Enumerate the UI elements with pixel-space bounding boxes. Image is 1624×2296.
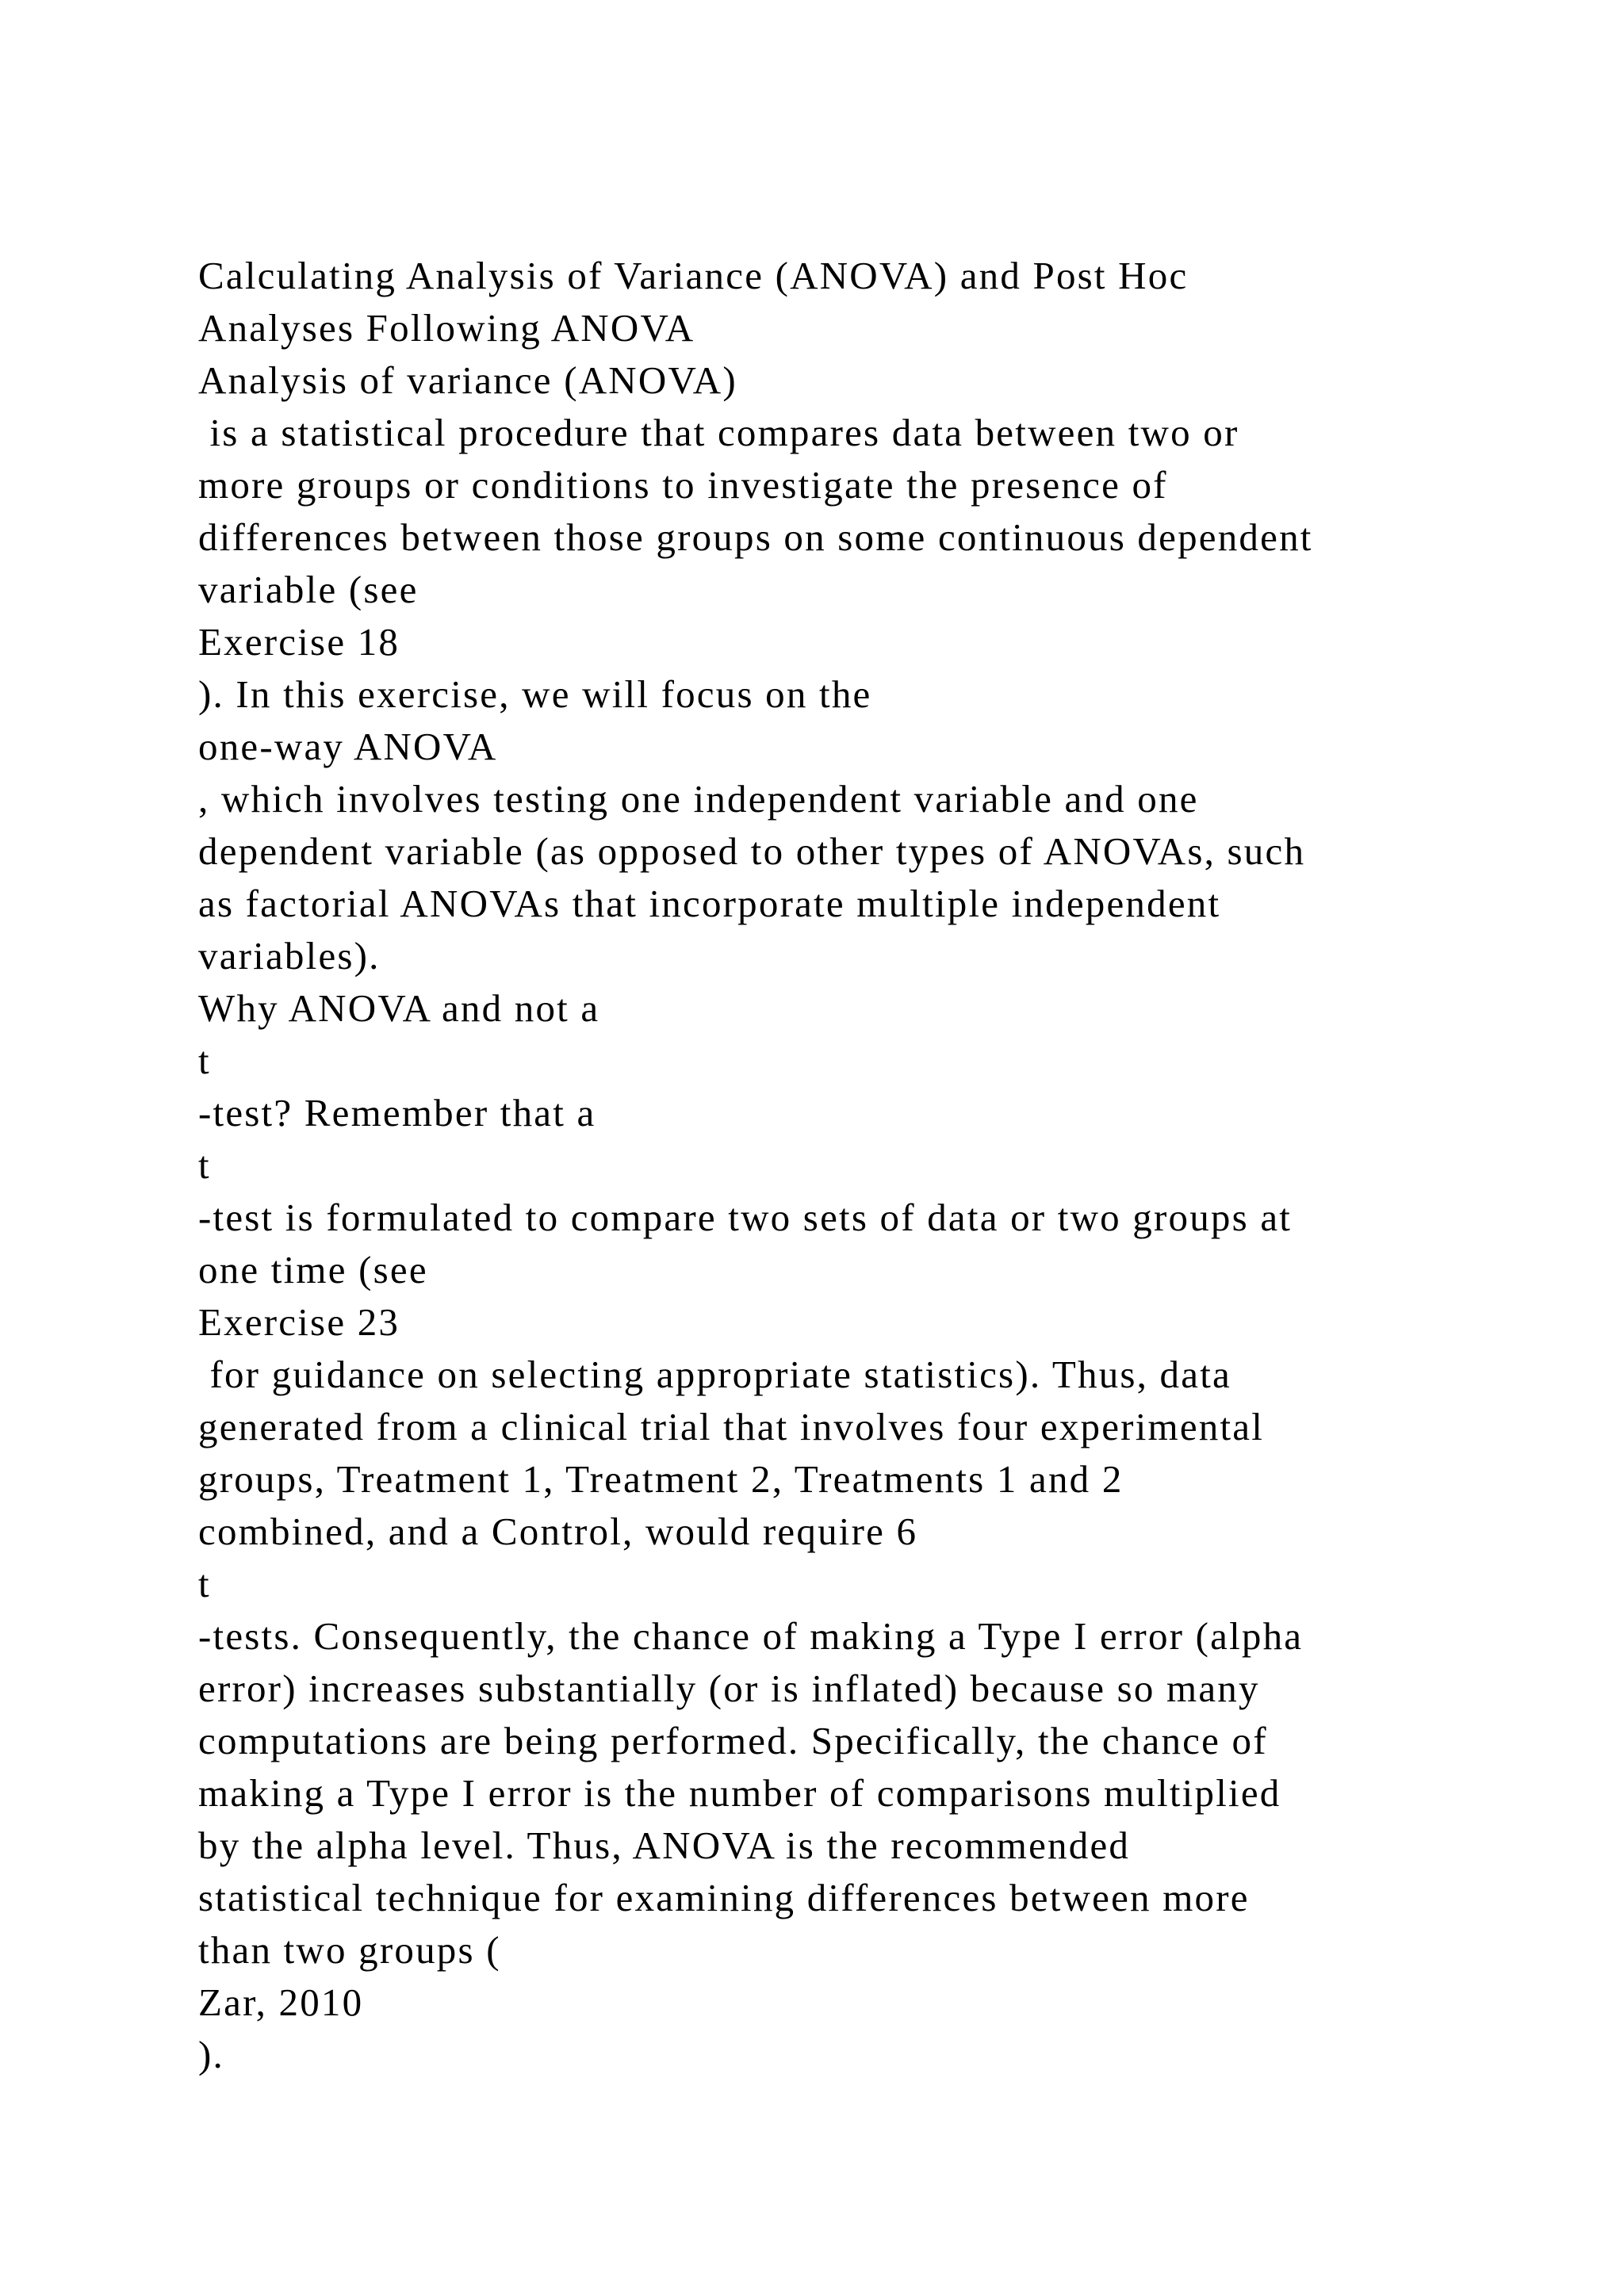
text-line: Analysis of variance (ANOVA) [198,358,737,402]
text-line: error) increases substantially (or is inflated) because so many [198,1667,1260,1710]
text-line: ). [198,2033,224,2076]
text-line: ). In this exercise, we will focus on the [198,672,872,716]
text-line: variable (see [198,568,419,611]
title-line-1: Calculating Analysis of Variance (ANOVA) and Post Hoc [198,254,1189,297]
text-line: Why ANOVA and not a [198,986,600,1030]
text-line: making a Type I error is the number of comparisons multiplied [198,1771,1281,1815]
text-line: t [198,1143,211,1187]
text-line: combined, and a Control, would require 6 [198,1510,918,1553]
text-line: t [198,1562,211,1605]
text-line: than two groups ( [198,1928,501,1972]
document-body [198,250,1515,2081]
text-line: is a statistical procedure that compares data between two or [198,411,1239,454]
text-line: differences between those groups on some continuous dependent [198,515,1313,559]
text-line: one-way ANOVA [198,725,498,768]
text-line: -tests. Consequently, the chance of making a Type I error (alpha [198,1614,1304,1658]
text-line: variables). [198,934,381,978]
text-line: for guidance on selecting appropriate statistics). Thus, data [198,1353,1231,1396]
text-line: dependent variable (as opposed to other types of ANOVAs, such [198,829,1306,873]
text-line: more groups or conditions to investigate the presence of [198,463,1168,507]
text-line: , which involves testing one independent variable and one [198,777,1199,821]
title-line-2: Analyses Following ANOVA [198,306,695,350]
text-line: -test? Remember that a [198,1091,596,1135]
text-line: computations are being performed. Specifically, the chance of [198,1719,1268,1762]
text-line: -test is formulated to compare two sets of data or two groups at [198,1196,1293,1239]
citation-link[interactable]: Zar, 2010 [198,1980,364,2024]
text-line: generated from a clinical trial that involves four experimental [198,1405,1265,1448]
text-line: by the alpha level. Thus, ANOVA is the recommended [198,1823,1131,1867]
text-line: t [198,1039,211,1082]
exercise-reference-link[interactable]: Exercise 23 [198,1300,400,1344]
text-line: statistical technique for examining differences between more [198,1876,1250,1919]
exercise-reference-link[interactable]: Exercise 18 [198,620,400,664]
text-line: one time (see [198,1248,428,1292]
text-line: as factorial ANOVAs that incorporate multiple independent [198,882,1221,925]
text-line: groups, Treatment 1, Treatment 2, Treatments 1 and 2 [198,1457,1124,1501]
